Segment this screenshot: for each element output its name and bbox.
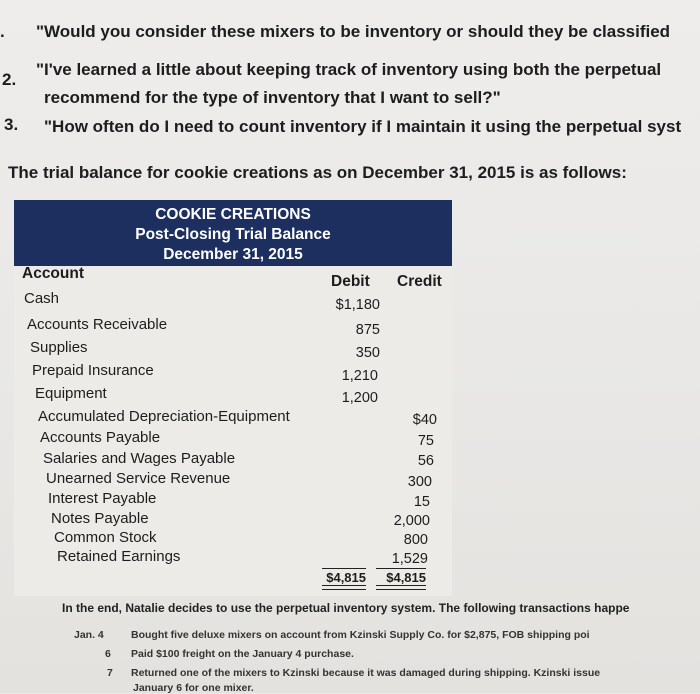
company-name: COOKIE CREATIONS xyxy=(155,206,311,223)
intro-text: The trial balance for cookie creations as on December 31, 2015 is as follows: xyxy=(8,163,627,182)
credit-amount: $40 xyxy=(412,412,437,428)
transaction-text: Returned one of the mixers to Kzinski because it was damaged during shipping. Kzinski issue xyxy=(131,667,601,679)
column-header-debit: Debit xyxy=(331,273,370,290)
statement-date: December 31, 2015 xyxy=(163,246,303,263)
question-2-text: "I've learned a little about keeping track of inventory using both the perpetual xyxy=(36,60,662,79)
credit-double-rule xyxy=(376,585,426,590)
debit-amount: 875 xyxy=(355,322,380,338)
question-2-number: 2. xyxy=(2,70,17,89)
debit-total-rule xyxy=(322,568,366,569)
account-name: Accumulated Depreciation-Equipment xyxy=(38,408,290,425)
question-2-text-line2: recommend for the type of inventory that I want to sell?" xyxy=(44,88,501,107)
account-name: Accounts Receivable xyxy=(27,316,168,333)
credit-amount: 300 xyxy=(407,474,432,490)
column-header-account: Account xyxy=(22,265,84,282)
question-1-number: . xyxy=(0,22,5,41)
debit-double-rule xyxy=(322,585,366,590)
question-3-text: "How often do I need to count inventory if I maintain it using the perpetual syst xyxy=(44,117,682,136)
account-name: Interest Payable xyxy=(48,490,157,507)
debit-amount: 1,210 xyxy=(341,368,378,384)
account-name: Unearned Service Revenue xyxy=(46,470,231,487)
statement-name: Post-Closing Trial Balance xyxy=(135,226,331,243)
credit-amount: 15 xyxy=(413,494,430,510)
transaction-text: Paid $100 freight on the January 4 purchase. xyxy=(131,648,354,660)
transaction-text-continued: January 6 for one mixer. xyxy=(133,682,254,694)
account-name: Equipment xyxy=(35,385,107,402)
account-name: Notes Payable xyxy=(51,510,149,527)
account-name: Common Stock xyxy=(54,529,157,546)
credit-amount: 1,529 xyxy=(391,551,428,567)
debit-amount: 350 xyxy=(355,345,380,361)
credit-amount: 2,000 xyxy=(393,513,430,529)
account-name: Salaries and Wages Payable xyxy=(43,450,236,467)
credit-amount: 800 xyxy=(403,532,428,548)
credit-amount: 75 xyxy=(417,433,434,449)
total-credit: $4,815 xyxy=(386,570,426,585)
account-name: Accounts Payable xyxy=(40,429,161,446)
question-3-number: 3. xyxy=(4,115,19,134)
transaction-date: 6 xyxy=(105,648,111,660)
column-header-credit: Credit xyxy=(397,273,442,290)
account-name: Supplies xyxy=(30,339,88,356)
account-name: Cash xyxy=(24,290,60,307)
narrative-text: In the end, Natalie decides to use the perpetual inventory system. The following transactions happe xyxy=(62,601,630,615)
total-debit: $4,815 xyxy=(326,570,366,585)
transaction-date: 7 xyxy=(107,667,113,679)
debit-amount: $1,180 xyxy=(335,297,380,313)
account-name: Retained Earnings xyxy=(57,548,181,565)
debit-amount: 1,200 xyxy=(341,390,378,406)
transaction-date: Jan. 4 xyxy=(74,629,104,641)
credit-total-rule xyxy=(376,568,426,569)
credit-amount: 56 xyxy=(417,453,434,469)
question-1-text: "Would you consider these mixers to be inventory or should they be classified xyxy=(36,22,671,41)
transaction-text: Bought five deluxe mixers on account from Kzinski Supply Co. for $2,875, FOB shipping poi xyxy=(131,629,590,641)
account-name: Prepaid Insurance xyxy=(32,362,154,379)
